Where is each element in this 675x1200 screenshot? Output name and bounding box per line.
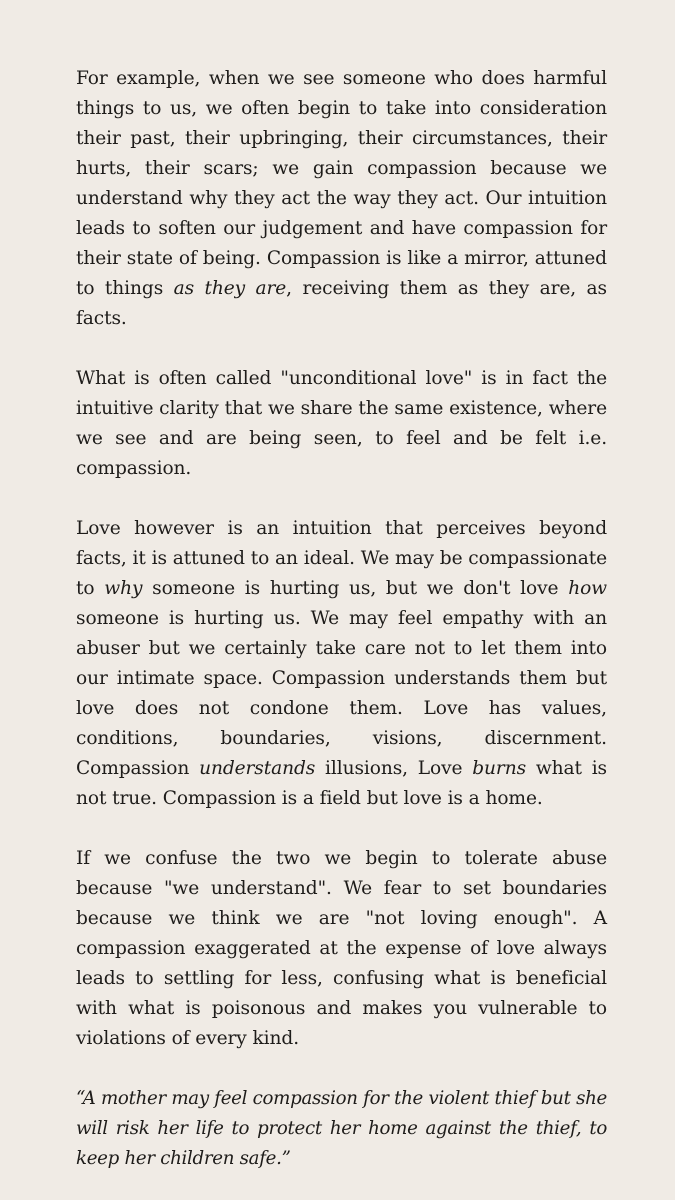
paragraph-text: , receiving them as they are, as facts.: [76, 278, 607, 329]
paragraph-text: If we confuse the two we begin to tolerate abuse because "we understand". We fear to set boundaries because we think we are "not loving enough". A compassion exaggerated at the expense of love always leads to settling for less, confusing what is beneficial with what is poisonous and makes you vulnerable to violations of every kind.: [76, 848, 607, 1049]
paragraph-1: [76, 64, 607, 334]
paragraph-text: someone is hurting us, but we don't love: [142, 578, 569, 599]
emphasis-text: burns: [472, 758, 527, 779]
paragraph-text: Love however is an intuition that perceives beyond facts, it is attuned to an ideal. We may be compassionate to: [76, 518, 607, 599]
emphasis-text: as they are: [173, 278, 287, 299]
paragraph-text: What is often called "unconditional love" is in fact the intuitive clarity that we share the same existence, where we see and are being seen, to feel and be felt i.e. compassion.: [76, 368, 607, 479]
paragraph-text: someone is hurting us. We may feel empathy with an abuser but we certainly take care not to let them into our intimate space. Compassion understands them but love does not condone them. Love has values, conditions, boundaries, visions, discernment. Compassion: [76, 608, 607, 779]
emphasis-text: understands: [199, 758, 316, 779]
emphasis-text: how: [568, 578, 607, 599]
paragraph-text: what is not true. Compassion is a field but love is a home.: [76, 758, 607, 809]
paragraph-4: [76, 844, 607, 1054]
closing-quote: “A mother may feel compassion for the violent thief but she will risk her life to protect her home against the thief, to keep her children safe.”: [76, 1088, 607, 1169]
paragraph-text: illusions, Love: [315, 758, 473, 779]
paragraph-2: [76, 364, 607, 484]
paragraph-3: [76, 514, 607, 814]
paragraph-text: For example, when we see someone who does harmful things to us, we often begin to take into consideration their past, their upbringing, their circumstances, their hurts, their scars; we gain compassion because we understand why they act the way they act. Our intuition leads to soften our judgement and have compassion for their state of being. Compassion is like a mirror, attuned to things: [76, 68, 607, 299]
article-body: [76, 64, 607, 1174]
emphasis-text: why: [104, 578, 143, 599]
